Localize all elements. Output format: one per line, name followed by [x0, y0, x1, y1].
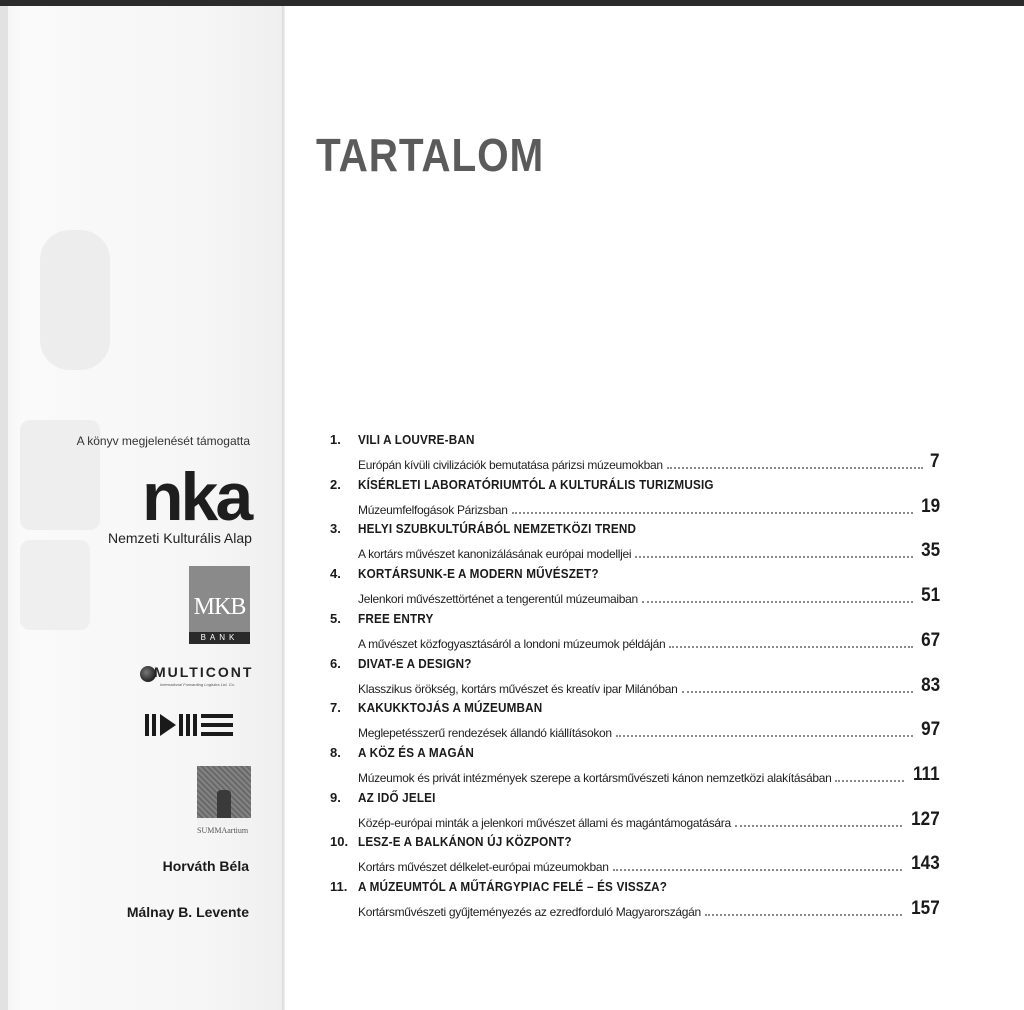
multicont-wordmark: MULTICONT: [154, 664, 254, 680]
toc-entry: [330, 477, 940, 521]
toc-subtitle: Kortársművészeti gyűjteményezés az ezredforduló Magyarországán: [358, 905, 701, 919]
toc-page-number: 19: [920, 495, 940, 517]
toc-entry: [330, 879, 940, 923]
toc-entry: [330, 745, 940, 789]
toc-chapter-title: HELYI SZUBKULTÚRÁBÓL NEMZETKÖZI TREND: [358, 521, 637, 537]
mkb-letters: MKB: [193, 594, 246, 620]
toc-page-number: 111: [913, 763, 940, 785]
toc-entry: [330, 656, 940, 700]
mkb-bank-label: BANK: [189, 632, 250, 644]
toc-chapter-title: DIVAT-E A DESIGN?: [358, 655, 472, 671]
toc-subtitle: Jelenkori művészettörténet a tengerentúl múzeumaiban: [358, 592, 638, 607]
toc-subtitle: Európán kívüli civilizációk bemutatása párizsi múzeumokban: [358, 458, 663, 472]
page-title: TARTALOM: [316, 129, 545, 181]
dot-leader: [635, 556, 913, 558]
mkb-bank-logo: [189, 566, 250, 644]
toc-subtitle-row: [358, 540, 940, 562]
toc-subtitle-row: [358, 719, 940, 741]
toc-subtitle-row: [358, 898, 940, 920]
toc-number: 7.: [330, 700, 341, 716]
toc-chapter-title: A KÖZ ÉS A MAGÁN: [358, 744, 474, 760]
nka-logo: nka: [142, 459, 251, 535]
toc-subtitle: Múzeumok és privát intézmények szerepe a kortársművészeti kánon nemzetközi alakításában: [358, 770, 832, 785]
author-name: Horváth Béla: [162, 858, 249, 874]
toc-subtitle-row: [358, 496, 940, 518]
toc-subtitle: Múzeumfelfogások Párizsban: [358, 502, 508, 517]
show-through-shadow: [10, 120, 37, 223]
toc-number: 9.: [330, 789, 341, 805]
toc-subtitle: A kortárs művészet kanonizálásának európai modelljei: [358, 547, 632, 562]
dot-leader: [642, 601, 913, 603]
show-through-shadow: [20, 540, 90, 630]
toc-chapter-title: AZ IDŐ JELEI: [358, 789, 436, 805]
toc-subtitle: Közép-európai minták a jelenkori művészet állami és magántámogatására: [358, 815, 731, 830]
toc-page-number: 97: [920, 719, 940, 741]
toc-page-number: 157: [911, 898, 940, 919]
toc-chapter-title: LESZ-E A BALKÁNON ÚJ KÖZPONT?: [358, 834, 572, 850]
dot-leader: [512, 512, 913, 514]
left-page-edge: [0, 6, 8, 1010]
multicont-logo: [140, 664, 252, 694]
toc-subtitle: A művészet közfogyasztásáról a londoni múzeumok példáján: [358, 636, 666, 651]
toc-number: 1.: [330, 432, 341, 447]
toc-entry: [330, 700, 940, 744]
dot-leader: [613, 869, 903, 871]
toc-entry: [330, 432, 940, 476]
toc-number: 5.: [330, 610, 341, 626]
dot-leader: [616, 735, 913, 737]
toc-entry: [330, 834, 940, 878]
summa-artium-logo: [197, 766, 251, 826]
toc-entry: [330, 566, 940, 610]
support-label: A könyv megjelenését támogatta: [76, 434, 250, 448]
toc-chapter-title: VILI A LOUVRE-BAN: [358, 432, 475, 447]
author-name: Málnay B. Levente: [126, 904, 249, 920]
toc-number: 11.: [330, 879, 348, 894]
toc-subtitle-row: [358, 630, 940, 652]
toc-subtitle-row: [358, 585, 940, 607]
mome-logo: [145, 713, 253, 737]
toc-chapter-title: KAKUKKTOJÁS A MÚZEUMBAN: [358, 700, 543, 716]
toc-entry: [330, 790, 940, 834]
dot-leader: [835, 780, 904, 782]
tree-trunk: [217, 790, 231, 818]
toc-page-number: 67: [920, 629, 940, 651]
summa-artium-label: SUMMAartium: [197, 826, 249, 835]
toc-number: 8.: [330, 744, 341, 760]
toc-number: 2.: [330, 476, 341, 492]
show-through-shadow: [40, 230, 110, 370]
toc-page-number: 127: [911, 808, 940, 830]
toc-page-number: 51: [920, 585, 940, 607]
toc-chapter-title: FREE ENTRY: [358, 610, 434, 626]
toc-chapter-title: KÍSÉRLETI LABORATÓRIUMTÓL A KULTURÁLIS TURIZMUSIG: [358, 476, 714, 492]
book-spine: [282, 6, 285, 1010]
dot-leader: [735, 825, 902, 827]
toc-subtitle-row: [358, 451, 940, 473]
toc-subtitle: Kortárs művészet délkelet-európai múzeumokban: [358, 860, 609, 875]
toc-chapter-title: KORTÁRSUNK-E A MODERN MŰVÉSZET?: [358, 566, 599, 582]
toc-entry: [330, 521, 940, 565]
dot-leader: [669, 646, 912, 648]
toc-subtitle-row: [358, 853, 940, 875]
toc-entry: [330, 611, 940, 655]
toc-number: 10.: [330, 834, 349, 850]
nka-name: Nemzeti Kulturális Alap: [108, 530, 252, 546]
toc-number: 4.: [330, 566, 341, 582]
dot-leader: [667, 467, 924, 469]
toc-subtitle-row: [358, 764, 940, 786]
toc-subtitle-row: [358, 809, 940, 831]
toc-number: 3.: [330, 521, 341, 537]
toc-subtitle: Klasszikus örökség, kortárs művészet és kreatív ipar Milánóban: [358, 681, 678, 696]
toc-page-number: 35: [920, 540, 940, 562]
toc-page-number: 83: [920, 674, 940, 696]
multicont-tagline: International Forwarding Logistics Ltd. Co.: [160, 682, 235, 687]
toc-subtitle-row: [358, 675, 940, 697]
dot-leader: [682, 691, 913, 693]
toc-page-number: 7: [930, 451, 940, 472]
toc-number: 6.: [330, 655, 341, 671]
toc-page-number: 143: [911, 853, 940, 875]
toc-chapter-title: A MÚZEUMTÓL A MŰTÁRGYPIAC FELÉ – ÉS VISSZA?: [358, 879, 668, 894]
dot-leader: [705, 914, 902, 916]
toc-subtitle: Meglepetésszerű rendezések állandó kiállításokon: [358, 726, 612, 741]
